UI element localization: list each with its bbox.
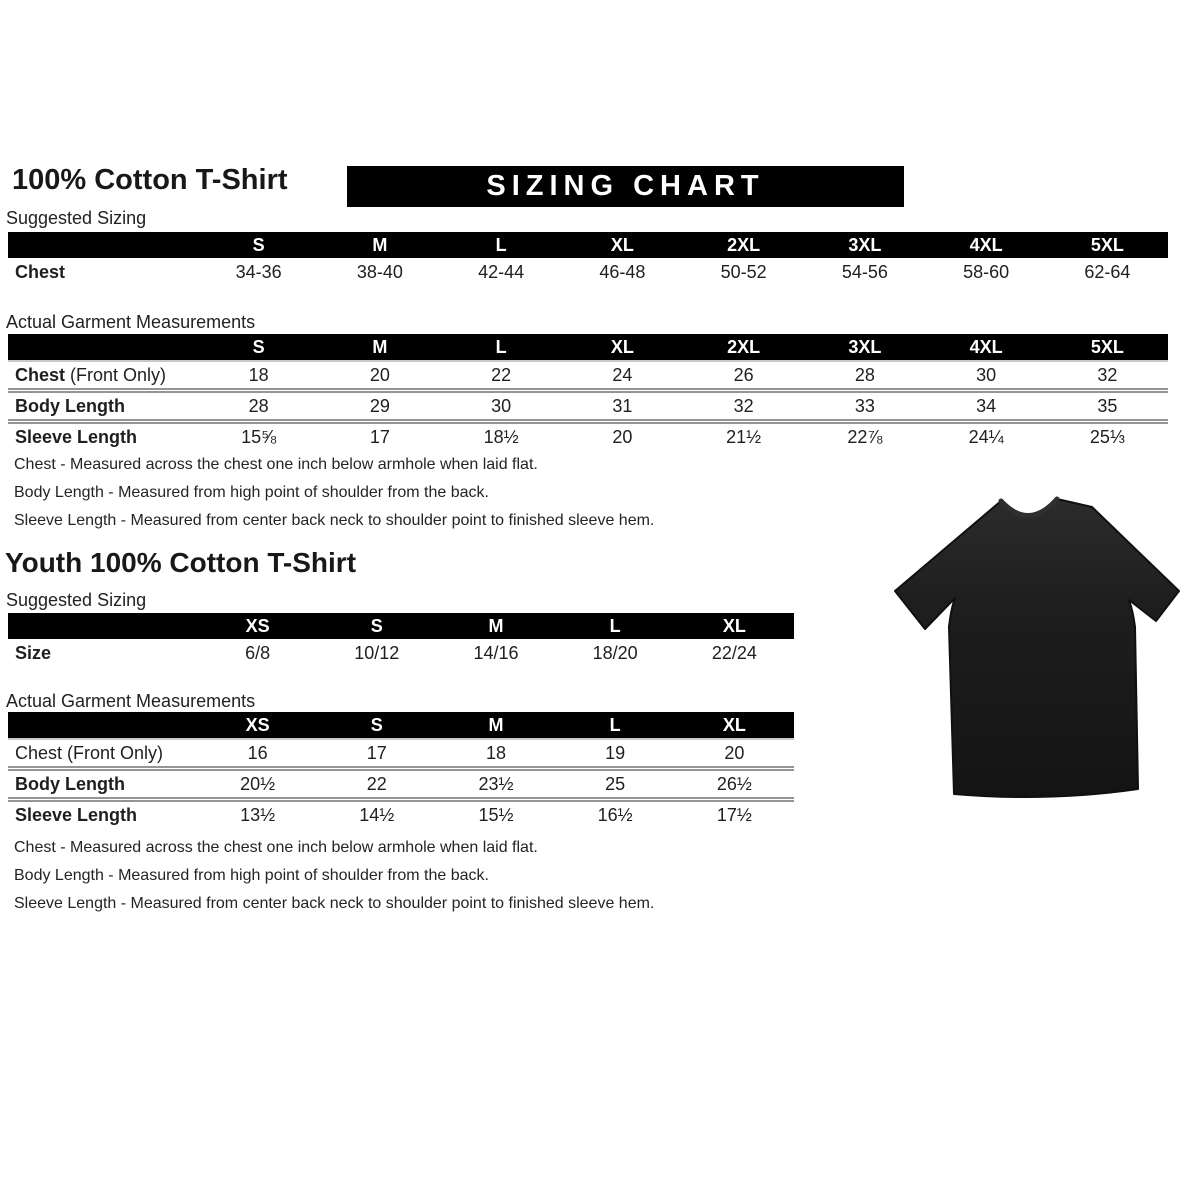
measurement-cell: 58-60 [963, 262, 1010, 282]
row-label-text: Sleeve Length [15, 804, 138, 825]
youth-suggested-heading: Suggested Sizing [6, 590, 147, 610]
adult-suggested-sizing-table [8, 232, 1168, 287]
youth-suggested-sizing-table [8, 613, 794, 668]
measurement-cell: 28 [854, 364, 875, 385]
adult-garment-measurements-table [8, 334, 1168, 450]
note-sleeve-length: Sleeve Length - Measured from center back neck to shoulder point to finished sleeve hem. [14, 512, 655, 529]
row-label-text: Body Length [15, 773, 125, 794]
measurement-cell: 25⅓ [1047, 422, 1168, 451]
row-label-text: Size [15, 643, 52, 663]
measurement-cell: 50-52 [720, 262, 767, 282]
size-column-header: 3XL [804, 334, 925, 361]
adult-title: 100% Cotton T-Shirt [12, 164, 288, 196]
measurement-cell: 21½ [683, 422, 804, 451]
measurement-cell: 13½ [198, 800, 317, 829]
row-label [8, 639, 198, 668]
header-spacer-cell [8, 232, 198, 258]
measurement-cell: 19 [605, 742, 626, 763]
measurement-cell: 20 [724, 742, 745, 763]
measurement-cell: 14/16 [473, 643, 519, 663]
measurement-cell: 34-36 [235, 262, 282, 282]
row-label [8, 422, 198, 451]
adult-measurement-notes [14, 455, 654, 539]
size-column-header: M [436, 613, 555, 639]
size-column-header: XS [198, 712, 317, 739]
size-header-row [8, 334, 1168, 361]
sizing-chart-banner [347, 166, 904, 207]
measurement-cell: 31 [562, 391, 683, 422]
measurement-row [8, 258, 1168, 287]
measurement-row [8, 639, 794, 668]
header-spacer-cell [8, 613, 198, 639]
measurement-cell: 17½ [675, 800, 794, 829]
size-column-header: S [317, 712, 436, 739]
size-column-header: M [436, 712, 555, 739]
size-column-header: 4XL [926, 334, 1047, 361]
measurement-cell: 46-48 [599, 262, 646, 282]
measurement-cell: 54-56 [841, 262, 888, 282]
row-label-text: Body Length [15, 395, 125, 416]
measurement-cell: 33 [804, 391, 925, 422]
adult-measurements-heading: Actual Garment Measurements [6, 312, 256, 332]
size-column-header: XL [675, 613, 794, 639]
measurement-cell: 15½ [436, 800, 555, 829]
measurement-row [8, 800, 794, 829]
measurement-cell: 26½ [675, 769, 794, 800]
size-column-header: S [317, 613, 436, 639]
measurement-cell: 18 [248, 364, 269, 385]
adult-suggested-heading: Suggested Sizing [6, 208, 147, 228]
measurement-row [8, 391, 1168, 422]
measurement-cell: 42-44 [478, 262, 525, 282]
measurement-cell: 22⅞ [804, 422, 925, 451]
size-column-header: M [319, 232, 440, 258]
size-column-header: XL [675, 712, 794, 739]
row-label: Chest (Front Only) [15, 742, 164, 763]
measurement-cell: 20 [562, 422, 683, 451]
measurement-cell: 6/8 [245, 643, 271, 663]
measurement-cell: 30 [441, 391, 562, 422]
measurement-cell: 32 [683, 391, 804, 422]
size-column-header: 3XL [804, 232, 925, 258]
size-column-header: XL [562, 232, 683, 258]
measurement-cell: 28 [198, 391, 319, 422]
size-column-header: 5XL [1047, 232, 1168, 258]
banner-label: SIZING CHART [486, 170, 765, 202]
size-column-header: L [556, 613, 675, 639]
youth-measurements-heading: Actual Garment Measurements [6, 691, 256, 711]
measurement-cell: 25 [556, 769, 675, 800]
note-chest: Chest - Measured across the chest one inch below armhole when laid flat. [14, 456, 538, 473]
measurement-cell: 10/12 [354, 643, 400, 663]
size-column-header: 2XL [683, 232, 804, 258]
measurement-cell: 38-40 [356, 262, 403, 282]
header-spacer-cell [8, 712, 198, 739]
size-column-header: 2XL [683, 334, 804, 361]
measurement-row [8, 422, 1168, 451]
size-column-header: S [198, 334, 319, 361]
measurement-row [8, 361, 1168, 391]
measurement-cell: 20½ [198, 769, 317, 800]
size-column-header: L [556, 712, 675, 739]
note-body-length: Body Length - Measured from high point of shoulder from the back. [14, 484, 489, 501]
row-label [8, 800, 198, 829]
measurement-cell: 22 [491, 364, 512, 385]
measurement-cell: 22 [317, 769, 436, 800]
tshirt-body-shape [895, 499, 1179, 797]
measurement-cell: 16½ [556, 800, 675, 829]
youth-garment-measurements-table [8, 712, 794, 828]
size-column-header: 5XL [1047, 334, 1168, 361]
row-label-text: Chest [15, 262, 66, 282]
note-body-length: Body Length - Measured from high point of shoulder from the back. [14, 867, 489, 884]
size-column-header: S [198, 232, 319, 258]
measurement-row [8, 769, 794, 800]
measurement-cell: 62-64 [1084, 262, 1131, 282]
row-label [8, 258, 198, 287]
measurement-cell: 17 [366, 742, 387, 763]
measurement-cell: 18/20 [592, 643, 638, 663]
measurement-row [8, 739, 794, 769]
measurement-cell: 35 [1047, 391, 1168, 422]
header-spacer-cell [8, 334, 198, 361]
measurement-cell: 34 [926, 391, 1047, 422]
measurement-cell: 17 [319, 422, 440, 451]
measurement-cell: 22/24 [711, 643, 757, 663]
measurement-cell: 26 [733, 364, 754, 385]
note-chest: Chest - Measured across the chest one inch below armhole when laid flat. [14, 839, 538, 856]
size-column-header: XL [562, 334, 683, 361]
size-header-row [8, 232, 1168, 258]
size-header-row [8, 613, 794, 639]
note-sleeve-length: Sleeve Length - Measured from center back neck to shoulder point to finished sleeve hem. [14, 895, 655, 912]
black-tshirt-image [888, 487, 1186, 809]
measurement-cell: 32 [1097, 364, 1118, 385]
row-label [8, 391, 198, 422]
size-column-header: L [441, 334, 562, 361]
size-column-header: M [319, 334, 440, 361]
measurement-cell: 23½ [436, 769, 555, 800]
row-label: Chest (Front Only) [15, 364, 167, 385]
row-label-text: Sleeve Length [15, 426, 138, 447]
measurement-cell: 18 [485, 742, 506, 763]
measurement-cell: 18½ [441, 422, 562, 451]
measurement-cell: 24¼ [926, 422, 1047, 451]
size-column-header: XS [198, 613, 317, 639]
measurement-cell: 15⅝ [198, 422, 319, 451]
row-label-text: Chest [15, 364, 66, 385]
measurement-cell: 16 [247, 742, 268, 763]
size-header-row [8, 712, 794, 739]
measurement-cell: 30 [976, 364, 997, 385]
row-label [8, 769, 198, 800]
youth-title: Youth 100% Cotton T-Shirt [5, 547, 357, 578]
youth-measurement-notes [14, 838, 654, 922]
size-column-header: 4XL [926, 232, 1047, 258]
size-column-header: L [441, 232, 562, 258]
measurement-cell: 20 [369, 364, 390, 385]
measurement-cell: 29 [319, 391, 440, 422]
measurement-cell: 24 [612, 364, 633, 385]
measurement-cell: 14½ [317, 800, 436, 829]
